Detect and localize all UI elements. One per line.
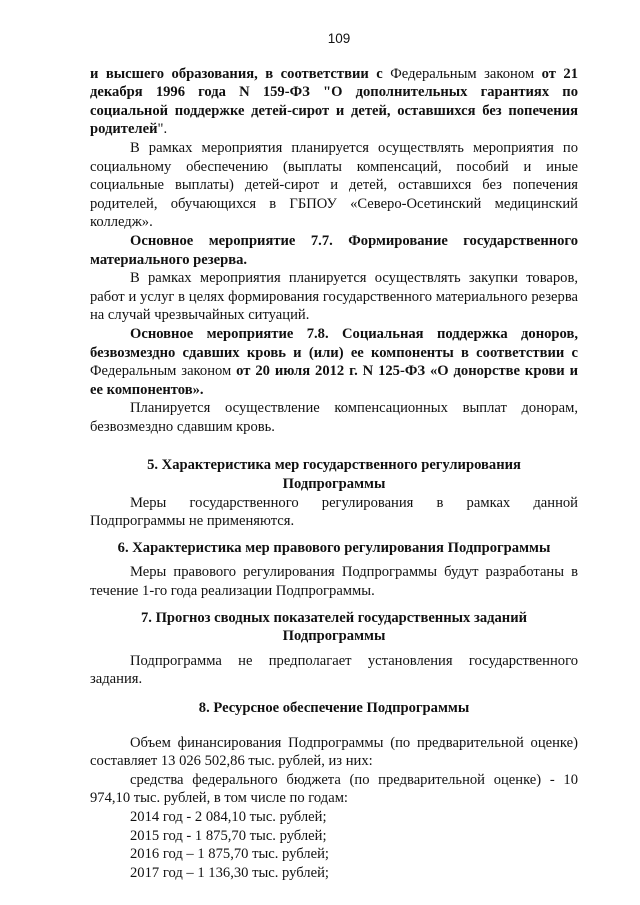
section-7-title [90, 609, 578, 646]
section-7-text: Подпрограмма не предполагает установления государственного задания. [90, 652, 578, 688]
document-page [90, 30, 578, 882]
section-5-title-line1: 5. Характеристика мер государственного регулирования [147, 457, 521, 474]
measure-7-8 [90, 325, 578, 399]
text-bold: от 20 июля 2012 г. N 125-ФЗ «О донорстве крови и ее компонентов». [90, 363, 578, 398]
measure-7-7 [90, 232, 578, 269]
paragraph-social-support: В рамках мероприятия планируется осуществлять мероприятия по социальному обеспечению (выплаты компенсаций, пособий и иные социальные выплаты) детей-сирот и детей, оставшихся без попечения родителей, обучающихся в ГБПОУ «Северо-Осетинский медицинский колледж». [90, 139, 578, 231]
section-6-title: 6. Характеристика мер правового регулирования Подпрограммы [117, 539, 551, 556]
section-5-title [90, 456, 578, 493]
section-7-title-line2: Подпрограммы [282, 628, 386, 645]
text-bold: Основное мероприятие 7.7. Формирование государственного материального резерва. [90, 232, 578, 268]
text-normal: Федеральным законом [90, 363, 237, 380]
year-line: 2015 год - 1 875,70 тыс. рублей; [130, 827, 327, 844]
paragraph-higher-education [90, 65, 578, 139]
section-7-title-line1: 7. Прогноз сводных показателей государственных заданий [140, 609, 528, 626]
year-line: 2017 год – 1 136,30 тыс. рублей; [130, 864, 329, 881]
paragraph-donor-payments: Планируется осуществление компенсационных выплат донорам, безвозмездно сдавшим кровь. [90, 400, 578, 435]
text-bold: Основное мероприятие 7.8. Социальная поддержка доноров, безвозмездно сдавших кровь и (или) ее компоненты в соответствии с [90, 325, 578, 361]
text-normal: ". [157, 121, 168, 138]
year-line: 2014 год - 2 084,10 тыс. рублей; [130, 808, 327, 825]
text-bold: от 21 декабря 1996 года N 159-ФЗ "О дополнительных гарантиях по социальной поддержке детей-сирот и детей, оставшихся без попечения родителей [90, 65, 578, 138]
section-8-title: 8. Ресурсное обеспечение Подпрограммы [198, 700, 470, 716]
paragraph-material-reserve: В рамках мероприятия планируется осуществлять закупки товаров, работ и услуг в целях формирования государственного материального резерва на случай чрезвычайных ситуаций. [90, 270, 578, 324]
spacer [90, 718, 578, 734]
year-line: 2016 год – 1 875,70 тыс. рублей; [130, 846, 329, 863]
text-bold: и высшего образования, в соответствии с [90, 65, 383, 82]
page-number: 109 [327, 31, 351, 46]
text-normal: Федеральным законом [382, 65, 542, 82]
section-5-text: Меры государственного регулирования в рамках данной Подпрограммы не применяются. [90, 494, 578, 530]
section-6-text: Меры правового регулирования Подпрограммы будут разработаны в течение 1-го года реализации Подпрограммы. [90, 564, 578, 600]
section-8-text-total: Объем финансирования Подпрограммы (по предварительной оценке) составляет 13 026 502,86 тыс. рублей, из них: [90, 734, 578, 770]
section-5-title-line2: Подпрограммы [282, 476, 386, 493]
section-8-text-federal: средства федерального бюджета (по предварительной оценке) - 10 974,10 тыс. рублей, в том числе по годам: [90, 771, 578, 807]
